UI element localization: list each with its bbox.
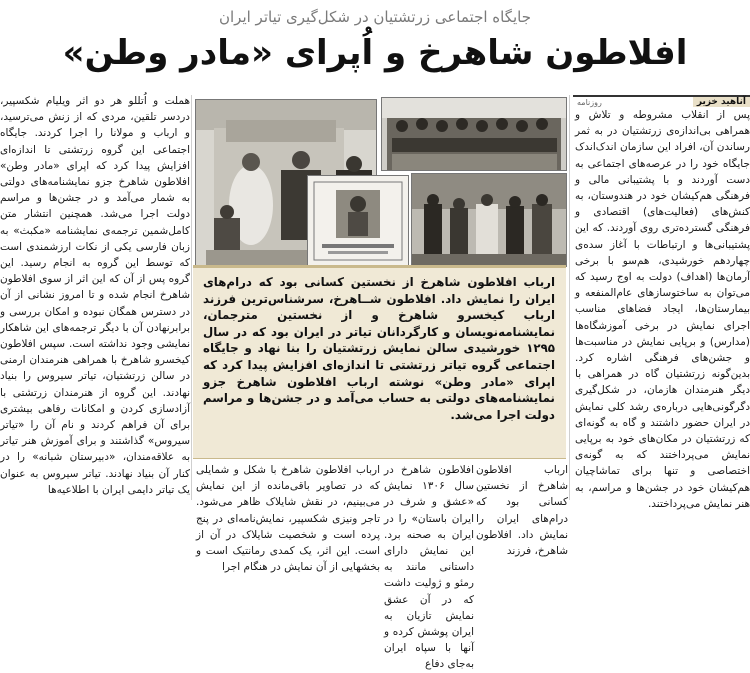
pull-quote-box: [193, 265, 566, 459]
right-column-paragraph: پس از انقلاب مشروطه و تلاش و همراهی بی‌اندازه‌ی زرتشتیان در به ثمر رساندن آن، افراد این سازمان اندک‌اندک جایگاه خود را در عرصه‌های اجتماعی به دست آوردند و با پشتیبانی مالی و فرهنگی هم‌کیشان خود در هندوستان، به کنش‌های (فعالیت‌های) اقتصادی و فرهنگی گسترده‌تری روی آوردند. که این پشتیبانی‌ها و ارتباطات با آغاز سده‌ی چهاردهم خورشیدی، هم‌سو با برخی آرمان‌ها (اهداف) دولت به اوج رسید که می‌توان به ساختوسازهای عام‌المنفعه و بیمارستان‌ها، ایجاد فضاهای مناسب اجرای نمایش در برخی آموزشگاه‌ها (مدارس) و برپایی نمایش در مناسبت‌ها و جشن‌های فرهنگی اشاره کرد. بدین‌گونه زرتشتیان گاه در همراهی با دیگر هنرمندان هازمان، در شکل‌گیری دگرگونی‌هایی درباره‌ی رشد کلی نمایش در ایران حضور داشتند و گاه به گونه‌ای که زرتشتیان در مکان‌های خود به برپایی نمایش می‌پرداختند که به گونه‌ی اختصاصی و تنها برای تماشاچیان هم‌کیشان خود در جشن‌ها و مراسم، به هنر نمایش می‌پرداختند.: [575, 109, 750, 510]
pull-quote-text: ارباب افلاطون شاهرخ از نخستین کسانی بود که درام‌های ایران را نمایش داد. افلاطون شــاهرخ، سرشناس‌ترین فرزند ارباب کیخسرو شاهرخ و از نخستین مترجمان، نمایشنامه‌نویسان و کارگردانان تیاتر در ایران بود که در سال ۱۲۹۵ خورشیدی سالن نمایش زرتشتیان را بنا نهاد و جایگاه اجتماعی گروه تیاتر زرتشتی تا اندازه‌ای افزایش پیدا کرد که اپرای «مادر وطن» نوشته ارباب افلاطون شاهرخ جزو نمایشنامه‌های دولتی به حساب می‌آمد و در جشن‌ها و مراسم دولت اجرا می‌شد.: [203, 275, 555, 422]
left-column-text: [0, 93, 190, 500]
photo-group-portrait: [381, 97, 567, 171]
article-kicker: جایگاه اجتماعی زرتشتیان در شکل‌گیری تیاتر ایران: [218, 8, 532, 26]
right-column-text: [575, 107, 750, 510]
byline-bar: [573, 95, 750, 107]
article-headline: افلاطون شاهرخ و اُپرای «مادر وطن»: [62, 33, 688, 73]
photo-collage: [195, 97, 565, 265]
author-name: آناهید خزیر: [693, 97, 750, 107]
bottom-column-mid-right: [384, 462, 474, 671]
column-divider: [569, 95, 570, 500]
author-tag: روزنامه: [577, 97, 602, 107]
bottom-column-mid-left-text: ارباب افلاطون شاهرخ با شکل و شمایلی که در تصاویر باقی‌مانده از این نمایش می‌بینیم، در نقش شایلاک ظاهر می‌شود. تاجر ونیزی شکسپیر، نمایش‌نامه‌ای در پنج پرده است و شخصیت شایلاک در آن از است. این اثر، یک کمدی رمانتیک است و بخشهایی از آن نمایش در هنگام اجرا: [196, 464, 380, 574]
left-column-paragraph: هملت و اُتللو هر دو اثر ویلیام شکسپیر، دردسر تلقین، مردی که از زنش می‌ترسید، و ارباب و مولانا را اجرا کردند. جایگاه اجتماعی این گروه زرتشتی تا اندازه‌ای افزایش پیدا کرد که اپرای «مادر وطن» افلاطون شاهرخ جزو نمایشنامه‌های دولتی به شمار می‌آمد و در جشن‌ها و مراسم دولت اجرا می‌شد. همچنین انتشار متن کامل‌شمین ترجمه‌ی نمایشنامه «مکبث» به زبان فارسی یکی از نکات ارزشمندی است که توسط این گروه به انجام رسید. این گروه پس از آن که این اثر از سوی افلاطون شاهرخ انجام شده و تا امروز نشانی از آن در دسترس همگان نبوده و امکان بررسی و برابرنهادن آن با دیگر ترجمه‌های این شاهکار نمایشی وجود نداشته است. سپس افلاطون کیخسرو شاهرخ با همراهی هنرمندان ارمنی در سالن زرتشتیان، تیاتر سیروس را بنیاد نهادند. این گروه از هنرمندان زرتشتی با آزادسازی کردن و امکانات رفاهی بیشتری برای آن فراهم کردند و نام آن را «تیاتر سیروس» گذاشتند و برای آموزش هنر تیاتر به علاقه‌مندان، «دبیرستان شبانه» را در کنار آن بنیاد نهادند. تیاتر سیروس به عنوان یک تیاتر دایمی ایران با اطلاعیه‌ها: [0, 95, 190, 496]
bottom-column-mid-right-text: افلاطون شاهرخ در سال ۱۳۰۶ نمایش «عشق و شرف در ایران باستان» را در ایران به صحنه برد. این نمایش دارای داستانی مانند به رمئو و ژولیت داشت که در آن عشق نمایش تازیان به ایران پوشش کرده و آنها با سپاه ایران به‌جای دفاع: [384, 464, 474, 671]
column-divider: [191, 95, 192, 500]
bottom-column-right: [476, 462, 568, 558]
photo-stage-performance: [411, 173, 567, 267]
bottom-column-mid-left: [196, 462, 380, 574]
bottom-column-right-text: ارباب افلاطون شاهرخ از نخستین کسانی بود که درام‌های ایران را نمایش داد. افلاطون شاهرخ، فرزند: [476, 464, 568, 558]
photo-opera-poster: [307, 175, 409, 267]
